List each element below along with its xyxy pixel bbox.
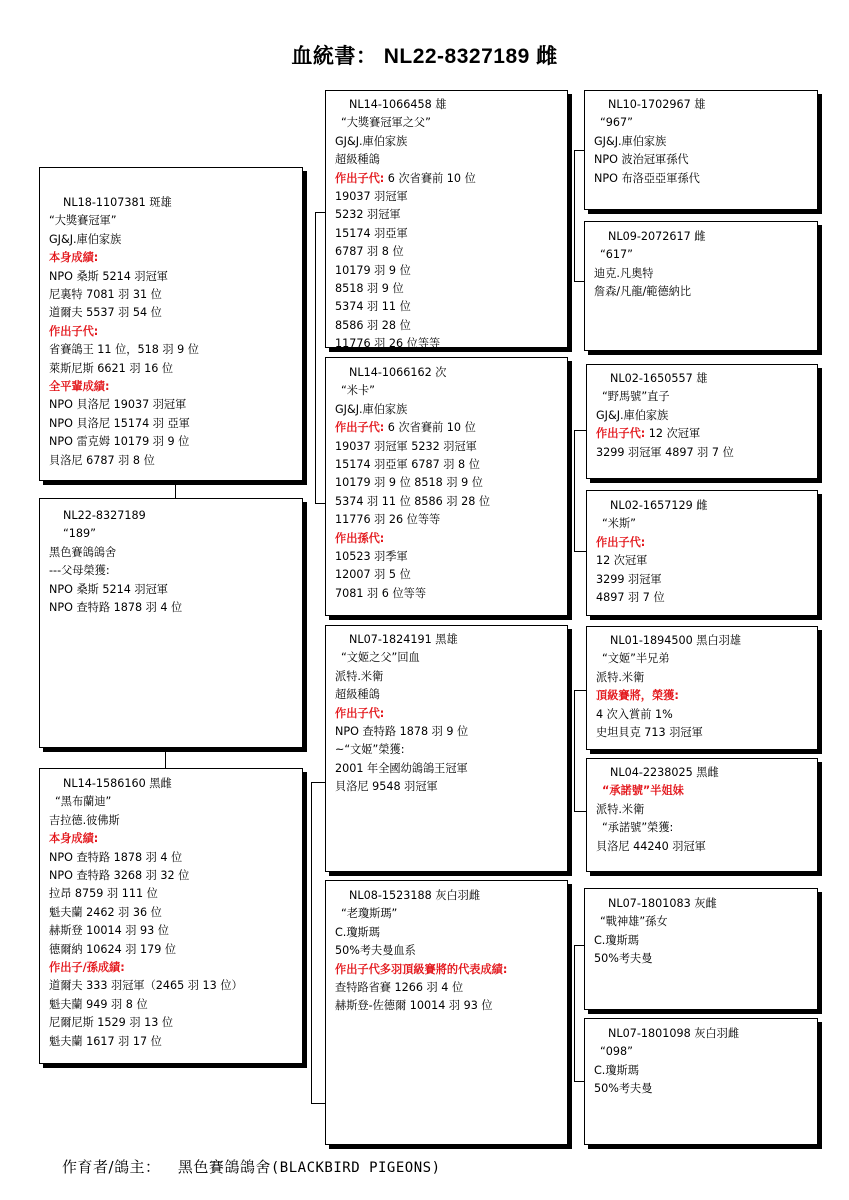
- pedigree-line: [49, 581, 294, 599]
- pedigree-line-text: 魁夫蘭 949 羽 8 位: [49, 997, 148, 1011]
- pedigree-line: [596, 669, 809, 687]
- pedigree-line-text: NL02-1657129 雌: [610, 499, 708, 512]
- dam-sire-dam-card: [586, 758, 818, 872]
- pedigree-line-text: 貝洛尼 44240 羽冠軍: [596, 839, 706, 853]
- pedigree-line-text: “文姬”半兄弟: [602, 652, 670, 666]
- pedigree-line: [596, 819, 809, 837]
- pedigree-line: [335, 723, 559, 741]
- dam-dam-sire-card: [584, 888, 818, 1010]
- pedigree-line-text: GJ&J.庫伯家族: [594, 134, 667, 148]
- pedigree-line: [594, 1025, 809, 1043]
- pedigree-line-text: “大獎賽冠軍”: [49, 214, 117, 228]
- pedigree-line: [596, 534, 809, 552]
- pedigree-line: [335, 96, 559, 114]
- pedigree-line-text: 德爾納 10624 羽 179 位: [49, 942, 177, 956]
- pedigree-line: [49, 996, 294, 1014]
- pedigree-line: [596, 515, 809, 533]
- pedigree-line: [49, 323, 294, 341]
- pedigree-line-text: NPO 雷克姆 10179 羽 9 位: [49, 435, 190, 449]
- pedigree-line-text: “文姬之父”回血: [341, 651, 420, 665]
- pedigree-line: [49, 775, 294, 793]
- pedigree-line: [594, 228, 809, 246]
- pedigree-line-text: 12 次冠軍: [596, 554, 648, 568]
- pedigree-line: [335, 942, 559, 960]
- pedigree-line: [596, 632, 809, 650]
- pedigree-line: [335, 114, 559, 132]
- pedigree-line-text: 7081 羽 6 位等等: [335, 586, 427, 600]
- pedigree-line: [594, 283, 809, 301]
- pedigree-line: [335, 760, 559, 778]
- breeder-name: 黑色賽鴿鴿舍: [177, 1158, 271, 1176]
- pedigree-line-text: 5374 羽 11 位: [335, 300, 411, 314]
- pedigree-line-text: 4 次入賞前 1%: [596, 707, 673, 721]
- pedigree-line-text: “老瓊斯瑪”: [341, 907, 398, 921]
- pedigree-line-text: “189”: [63, 527, 96, 541]
- page-title: [0, 40, 849, 70]
- pedigree-line-text: “617”: [600, 248, 633, 262]
- pedigree-line: [335, 401, 559, 419]
- pedigree-line-text: 作出孫代:: [335, 531, 385, 545]
- pedigree-line: [596, 407, 809, 425]
- pedigree-line-text: NL14-1586160 黑雌: [63, 777, 172, 790]
- pedigree-line-text: 派特.米衛: [335, 669, 384, 683]
- pedigree-line-text: NPO 查特路 1878 羽 4 位: [49, 850, 183, 864]
- pedigree-line-text: NL09-2072617 雌: [608, 230, 706, 243]
- pedigree-line: [335, 548, 559, 566]
- pedigree-line: [596, 571, 809, 589]
- pedigree-line-text: 頂級賽將，榮獲:: [596, 689, 679, 703]
- pedigree-line-text: “098”: [600, 1045, 633, 1059]
- pedigree-line-detail: 12 次冠軍: [645, 427, 701, 441]
- pedigree-line-text: 5232 羽冠軍: [335, 208, 401, 222]
- pedigree-line: [335, 741, 559, 759]
- pedigree-line-text: 本身成績:: [49, 832, 99, 846]
- pedigree-line: [335, 924, 559, 942]
- pedigree-line-detail: 6 次省賽前 10 位: [384, 421, 476, 435]
- pedigree-line-text: “承諾號”榮獲:: [602, 821, 674, 835]
- sire-sire-sire-card: [584, 90, 818, 210]
- pedigree-line: [49, 433, 294, 451]
- pedigree-line-text: 赫斯登 10014 羽 93 位: [49, 924, 169, 938]
- pedigree-line-text: NL07-1801083 灰雌: [608, 897, 717, 910]
- pedigree-line: [596, 706, 809, 724]
- pedigree-line: [596, 650, 809, 668]
- pedigree-line-text: 作出子代:: [49, 324, 99, 338]
- pedigree-line: [335, 335, 559, 353]
- pedigree-line-text: “967”: [600, 116, 633, 130]
- pedigree-line: [596, 444, 809, 462]
- pedigree-line-text: NPO 查特路 1878 羽 4 位: [49, 601, 183, 615]
- pedigree-line-text: 吉拉德.彼佛斯: [49, 813, 120, 827]
- pedigree-line: [335, 206, 559, 224]
- pedigree-line: [594, 246, 809, 264]
- pedigree-line: [49, 360, 294, 378]
- pedigree-line: [594, 950, 809, 968]
- pedigree-line: [335, 631, 559, 649]
- pedigree-line: [335, 686, 559, 704]
- connector-sire-subject: [175, 481, 176, 498]
- pedigree-line-text: 萊斯尼斯 6621 羽 16 位: [49, 361, 174, 375]
- pedigree-line: [335, 298, 559, 316]
- pedigree-line-text: 6787 羽 8 位: [335, 245, 404, 259]
- pedigree-line-text: C.瓊斯瑪: [335, 925, 380, 939]
- pedigree-line-text: 超級種鴿: [335, 688, 380, 702]
- pedigree-line-text: 詹森/凡龍/範德納比: [594, 285, 692, 299]
- pedigree-line-text: 全平輩成績:: [49, 380, 110, 394]
- pedigree-line: [335, 778, 559, 796]
- pedigree-line-text: 10179 羽 9 位 8518 羽 9 位: [335, 476, 483, 490]
- pedigree-line-text: 50%考夫曼: [594, 1082, 653, 1096]
- pedigree-line: [596, 552, 809, 570]
- sire-sire-dam-card: [584, 221, 818, 351]
- pedigree-line-text: NPO 貝洛尼 19037 羽冠軍: [49, 398, 187, 412]
- pedigree-line: [49, 830, 294, 848]
- pedigree-line-text: 史坦貝克 713 羽冠軍: [596, 726, 703, 740]
- pedigree-line-text: 迪克.凡奧特: [594, 266, 654, 280]
- pedigree-line-text: ---父母榮獲:: [49, 564, 110, 578]
- pedigree-line-text: 作出子/孫成績:: [49, 961, 125, 975]
- pedigree-line-text: 派特.米衛: [596, 802, 645, 816]
- pedigree-line: [335, 364, 559, 382]
- pedigree-line-text: 本身成績:: [49, 251, 99, 265]
- pedigree-line-text: “米斯”: [602, 517, 636, 531]
- pedigree-line: [335, 979, 559, 997]
- pedigree-line-text: 10523 羽季軍: [335, 550, 408, 564]
- pedigree-line: [335, 170, 559, 188]
- pedigree-line: [594, 170, 809, 188]
- pedigree-line: [49, 599, 294, 617]
- pedigree-line-text: 省賽鴿王 11 位，518 羽 9 位: [49, 343, 199, 357]
- bracket-dam: [311, 782, 326, 1104]
- breeder-name-english: (BLACKBIRD PIGEONS): [270, 1160, 441, 1176]
- pedigree-line-text: C.瓊斯瑪: [594, 1063, 639, 1077]
- pedigree-line-text: 15174 羽亞軍 6787 羽 8 位: [335, 458, 480, 472]
- pedigree-line-text: 作出子代多羽頂級賽將的代表成績:: [335, 962, 508, 976]
- pedigree-line: [594, 1043, 809, 1061]
- pedigree-line-text: “黑布蘭迪”: [55, 795, 112, 809]
- pedigree-line: [335, 668, 559, 686]
- pedigree-line-text: 派特.米衛: [596, 670, 645, 684]
- connector-subject-dam: [165, 748, 166, 768]
- subject-card: [39, 498, 303, 748]
- pedigree-line: [49, 396, 294, 414]
- breeder-label: 作育者/鴿主：: [62, 1158, 161, 1176]
- pedigree-line: [49, 378, 294, 396]
- pedigree-line-text: 赫斯登-佐德爾 10014 羽 93 位: [335, 999, 493, 1013]
- pedigree-line-text: 道爾夫 333 羽冠軍（2465 羽 13 位）: [49, 979, 243, 993]
- pedigree-line: [49, 452, 294, 470]
- pedigree-line-text: GJ&J.庫伯家族: [335, 402, 408, 416]
- pedigree-line-text: NPO 桑斯 5214 羽冠軍: [49, 582, 168, 596]
- pedigree-line-text: 作出子代:: [335, 706, 385, 720]
- pedigree-line: [49, 1033, 294, 1051]
- pedigree-line-text: NL14-1066162 次: [349, 366, 447, 379]
- pedigree-line-text: “米卡”: [341, 384, 375, 398]
- pedigree-line: [594, 114, 809, 132]
- pedigree-line: [49, 286, 294, 304]
- pedigree-line: [49, 562, 294, 580]
- pedigree-line: [49, 507, 294, 525]
- pedigree-line-text: 11776 羽 26 位等等: [335, 337, 441, 351]
- pedigree-line: [594, 895, 809, 913]
- dam-dam-dam-card: [584, 1018, 818, 1145]
- pedigree-line: [594, 1062, 809, 1080]
- pedigree-line-text: NPO 查特路 1878 羽 9 位: [335, 725, 469, 739]
- pedigree-line-text: 5374 羽 11 位 8586 羽 28 位: [335, 494, 491, 508]
- pedigree-line-text: GJ&J.庫伯家族: [49, 232, 122, 246]
- pedigree-line: [335, 997, 559, 1015]
- pedigree-line-text: 3299 羽冠軍 4897 羽 7 位: [596, 445, 734, 459]
- pedigree-line: [49, 525, 294, 543]
- pedigree-line: [49, 885, 294, 903]
- pedigree-line-text: NL10-1702967 雄: [608, 98, 706, 111]
- pedigree-line: [594, 932, 809, 950]
- pedigree-line: [596, 801, 809, 819]
- pedigree-line: [335, 133, 559, 151]
- pedigree-line-text: 拉昂 8759 羽 111 位: [49, 887, 158, 901]
- pedigree-line: [335, 493, 559, 511]
- pedigree-line-text: 15174 羽亞軍: [335, 226, 408, 240]
- pedigree-line-text: 8518 羽 9 位: [335, 282, 404, 296]
- breeder-footer: [62, 1156, 441, 1177]
- pedigree-line: [596, 724, 809, 742]
- pedigree-line-text: 魁夫蘭 2462 羽 36 位: [49, 905, 162, 919]
- pedigree-line: [49, 304, 294, 322]
- pedigree-line-text: 50%考夫曼血系: [335, 944, 416, 958]
- dam-card: [39, 768, 303, 1064]
- pedigree-line: [335, 225, 559, 243]
- pedigree-line: [49, 977, 294, 995]
- pedigree-line-text: 道爾夫 5537 羽 54 位: [49, 306, 162, 320]
- pedigree-line-text: NL08-1523188 灰白羽雌: [349, 889, 481, 902]
- pedigree-line-text: 作出子代:: [596, 535, 646, 549]
- pedigree-line-text: 4897 羽 7 位: [596, 591, 665, 605]
- pedigree-line-text: NL04-2238025 黑雌: [610, 766, 719, 779]
- pedigree-line-text: GJ&J.庫伯家族: [335, 134, 408, 148]
- pedigree-line: [596, 782, 809, 800]
- pedigree-line: [335, 382, 559, 400]
- pedigree-line-text: 2001 年全國幼鴿鴿王冠軍: [335, 761, 468, 775]
- pedigree-line: [49, 231, 294, 249]
- pedigree-line-text: GJ&J.庫伯家族: [596, 408, 669, 422]
- pedigree-line: [335, 438, 559, 456]
- pedigree-line-text: 8586 羽 28 位: [335, 318, 411, 332]
- pedigree-line-text: NPO 查特路 3268 羽 32 位: [49, 869, 190, 883]
- pedigree-line: [335, 456, 559, 474]
- pedigree-line-text: 作出子代:: [596, 427, 646, 441]
- pedigree-line-text: “承諾號”半姐妹: [602, 784, 684, 798]
- pedigree-line-text: 黑色賽鴿鴿舍: [49, 545, 117, 559]
- pedigree-line: [49, 249, 294, 267]
- title-ring-number: NL22-8327189 雌: [383, 45, 558, 68]
- pedigree-line-text: 查特路省賽 1266 羽 4 位: [335, 981, 464, 995]
- pedigree-line: [49, 941, 294, 959]
- pedigree-line: [594, 265, 809, 283]
- pedigree-line-text: “野馬號”直子: [602, 390, 670, 404]
- pedigree-line: [335, 566, 559, 584]
- pedigree-line-text: 尼爾尼斯 1529 羽 13 位: [49, 1016, 174, 1030]
- pedigree-line: [49, 849, 294, 867]
- pedigree-line: [49, 544, 294, 562]
- pedigree-line: [335, 887, 559, 905]
- pedigree-line-text: NL02-1650557 雄: [610, 372, 708, 385]
- pedigree-line-text: 50%考夫曼: [594, 952, 653, 966]
- pedigree-line: [335, 419, 559, 437]
- pedigree-line-text: 3299 羽冠軍: [596, 572, 662, 586]
- pedigree-line: [335, 188, 559, 206]
- pedigree-line: [49, 1014, 294, 1032]
- pedigree-line-text: NPO 桑斯 5214 羽冠軍: [49, 269, 168, 283]
- pedigree-line: [49, 793, 294, 811]
- pedigree-line: [596, 838, 809, 856]
- pedigree-line: [49, 904, 294, 922]
- pedigree-line: [596, 497, 809, 515]
- pedigree-line-text: 貝洛尼 9548 羽冠軍: [335, 780, 438, 794]
- pedigree-line: [335, 961, 559, 979]
- pedigree-line: [335, 530, 559, 548]
- pedigree-line: [596, 764, 809, 782]
- pedigree-line-text: 作出子代:: [335, 171, 385, 185]
- pedigree-line-text: 尼裏特 7081 羽 31 位: [49, 288, 162, 302]
- pedigree-line-text: 19037 羽冠軍: [335, 190, 408, 204]
- pedigree-line: [49, 922, 294, 940]
- pedigree-line-text: NL01-1894500 黑白羽雄: [610, 634, 742, 647]
- dam-dam-card: [325, 880, 568, 1145]
- pedigree-line: [335, 151, 559, 169]
- pedigree-line: [49, 867, 294, 885]
- pedigree-line-text: ~“文姬”榮獲:: [335, 743, 405, 757]
- pedigree-line: [49, 812, 294, 830]
- pedigree-line: [335, 280, 559, 298]
- title-prefix: 血統書：: [291, 44, 378, 68]
- pedigree-line-text: NL22-8327189: [63, 509, 146, 522]
- pedigree-line-text: C.瓊斯瑪: [594, 933, 639, 947]
- pedigree-line: [335, 262, 559, 280]
- pedigree-line: [594, 1080, 809, 1098]
- dam-sire-sire-card: [586, 626, 818, 750]
- pedigree-line-text: NL18-1107381 斑雄: [63, 196, 172, 209]
- pedigree-line: [335, 511, 559, 529]
- pedigree-line-text: 10179 羽 9 位: [335, 263, 411, 277]
- sire-dam-card: [325, 357, 568, 616]
- sire-dam-sire-card: [586, 364, 818, 479]
- pedigree-line-text: NPO 布洛亞亞軍孫代: [594, 171, 700, 185]
- sire-card: [39, 167, 303, 481]
- pedigree-line: [596, 370, 809, 388]
- dam-sire-card: [325, 625, 568, 872]
- pedigree-line-text: 作出子代:: [335, 421, 385, 435]
- pedigree-line: [49, 268, 294, 286]
- pedigree-line-text: “大獎賽冠軍之父”: [341, 116, 431, 130]
- pedigree-line: [335, 905, 559, 923]
- pedigree-line: [335, 317, 559, 335]
- pedigree-line-text: 貝洛尼 6787 羽 8 位: [49, 453, 155, 467]
- pedigree-line-text: “戰神雄”孫女: [600, 915, 668, 929]
- pedigree-line: [596, 687, 809, 705]
- pedigree-line-text: 19037 羽冠軍 5232 羽冠軍: [335, 439, 477, 453]
- pedigree-line-text: NPO 波治冠軍孫代: [594, 153, 689, 167]
- pedigree-line-text: 魁夫蘭 1617 羽 17 位: [49, 1034, 162, 1048]
- pedigree-line-text: NL07-1801098 灰白羽雌: [608, 1027, 740, 1040]
- pedigree-line: [594, 133, 809, 151]
- pedigree-line-text: 12007 羽 5 位: [335, 568, 411, 582]
- pedigree-line: [49, 212, 294, 230]
- pedigree-line: [335, 474, 559, 492]
- sire-sire-card: [325, 90, 568, 351]
- pedigree-line-text: 11776 羽 26 位等等: [335, 513, 441, 527]
- pedigree-line: [596, 589, 809, 607]
- pedigree-line-text: NPO 貝洛尼 15174 羽 亞軍: [49, 416, 190, 430]
- pedigree-line-text: NL14-1066458 雄: [349, 98, 447, 111]
- pedigree-line: [335, 585, 559, 603]
- pedigree-line: [49, 415, 294, 433]
- pedigree-line: [49, 959, 294, 977]
- sire-dam-dam-card: [586, 490, 818, 616]
- pedigree-line: [594, 913, 809, 931]
- pedigree-line-detail: 6 次省賽前 10 位: [384, 171, 476, 185]
- pedigree-line: [335, 705, 559, 723]
- pedigree-line-text: 超級種鴿: [335, 153, 380, 167]
- pedigree-line: [49, 194, 294, 212]
- pedigree-line-text: NL07-1824191 黑雄: [349, 633, 458, 646]
- pedigree-line: [594, 151, 809, 169]
- pedigree-line: [594, 96, 809, 114]
- pedigree-line: [596, 425, 809, 443]
- pedigree-line: [335, 243, 559, 261]
- pedigree-line: [49, 341, 294, 359]
- pedigree-line: [335, 649, 559, 667]
- pedigree-line: [596, 388, 809, 406]
